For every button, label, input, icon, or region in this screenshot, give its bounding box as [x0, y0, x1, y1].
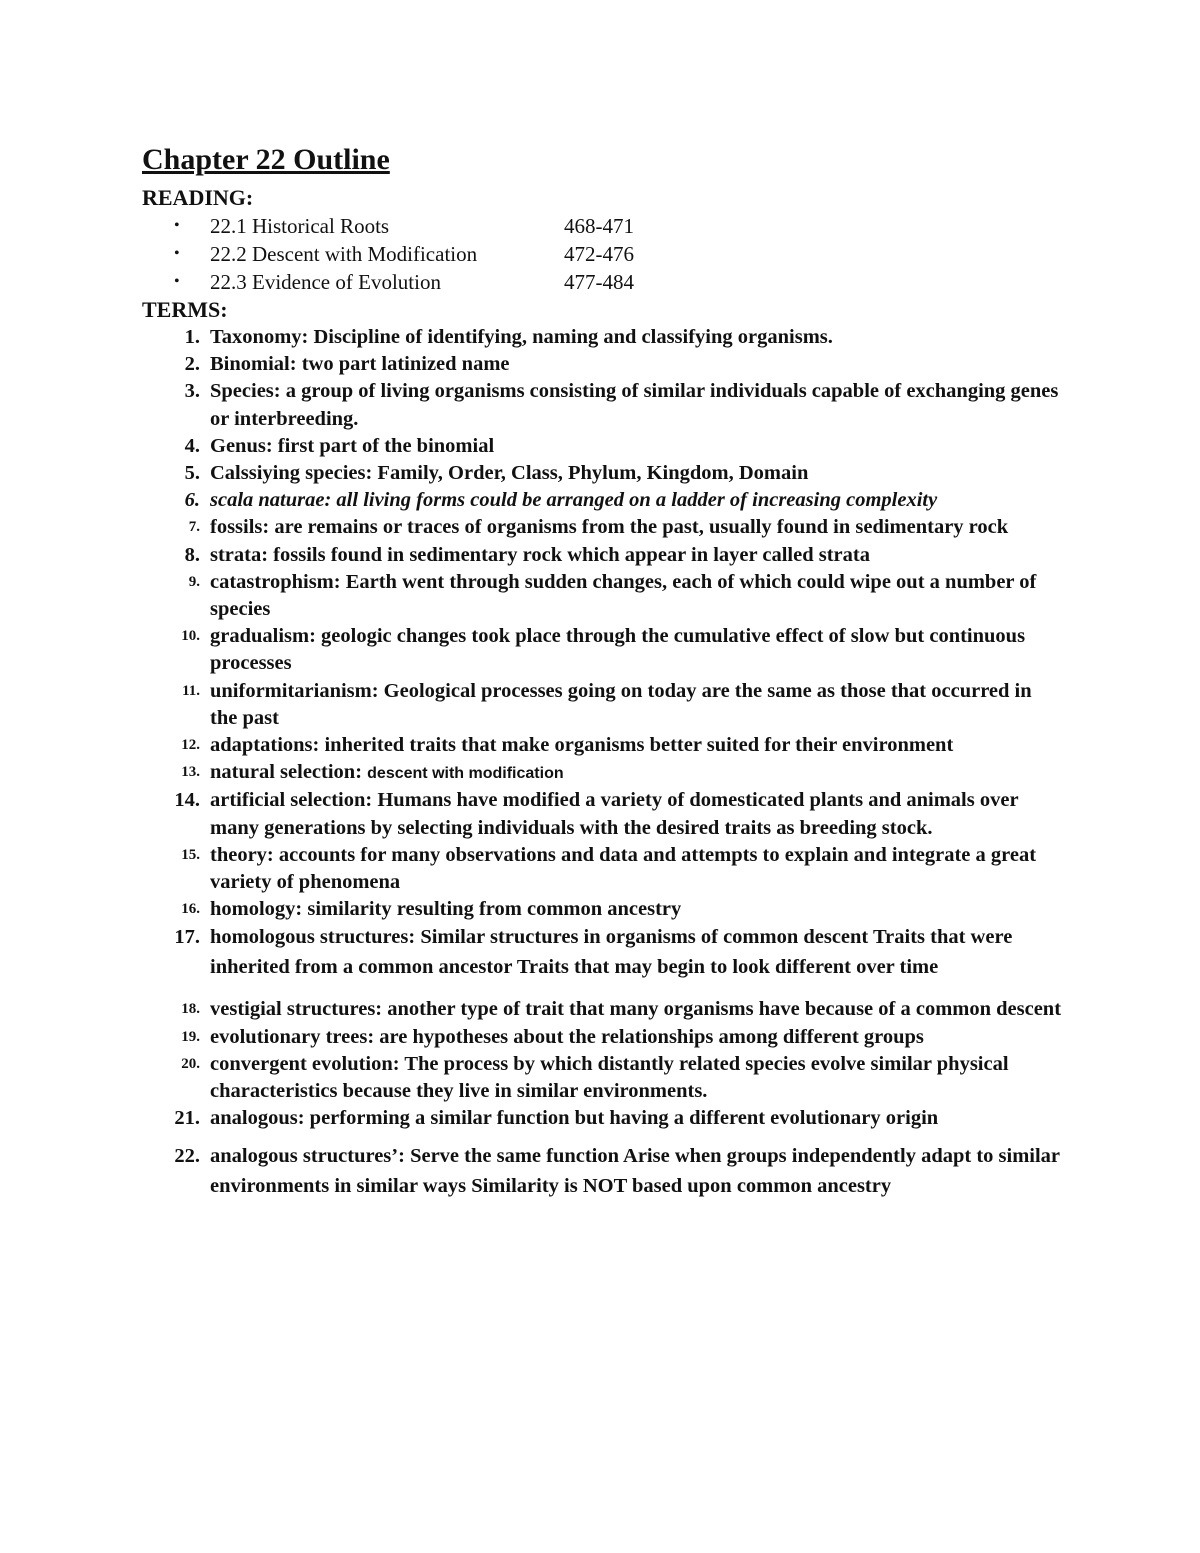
term-number: 13.	[181, 764, 200, 781]
term-number: 22.	[174, 1145, 200, 1168]
term-text: theory: accounts for many observations and data and attempts to explain and integrate a great variety of phenomena	[210, 843, 1037, 894]
term-number: 9.	[188, 573, 200, 590]
term-text: vestigial structures: another type of trait that many organisms have because of a common descent	[210, 998, 1062, 1021]
term-item	[142, 1105, 1062, 1132]
reading-label: 22.2 Descent with Modification	[210, 242, 478, 266]
reading-pages: 468-471	[564, 214, 634, 238]
term-text: convergent evolution: The process by which distantly related species evolve similar physical characteristics because they live in similar environments.	[210, 1052, 1009, 1103]
term-item	[142, 896, 1062, 923]
term-item	[142, 487, 1062, 514]
term-text: strata: fossils found in sedimentary rock which appear in layer called strata	[210, 543, 870, 566]
term-item	[142, 460, 1062, 487]
term-item	[142, 514, 1062, 541]
term-item	[142, 351, 1062, 378]
terms-list	[142, 324, 1062, 1201]
term-text: artificial selection: Humans have modified a variety of domesticated plants and animals over many generations by selecting individuals with the desired traits as breeding stock.	[210, 789, 1019, 839]
term-item	[142, 433, 1062, 460]
term-number: 7.	[188, 519, 200, 536]
term-text: evolutionary trees: are hypotheses about the relationships among different groups	[210, 1025, 924, 1048]
term-item	[142, 378, 1062, 432]
term-number: 2.	[184, 353, 200, 376]
bullet-icon: •	[174, 273, 180, 290]
term-text: Genus: first part of the binomial	[210, 434, 495, 457]
term-number: 6.	[184, 489, 200, 512]
term-number: 11.	[182, 682, 200, 699]
term-number: 12.	[181, 737, 200, 754]
term-text: natural selection:	[210, 761, 368, 784]
term-text: gradualism: geologic changes took place through the cumulative effect of slow but continuous processes	[210, 625, 1026, 675]
reading-item	[142, 240, 1062, 268]
term-number: 20.	[181, 1055, 200, 1072]
term-text: uniformitarianism: Geological processes going on today are the same as those that occurred in the past	[210, 679, 1032, 729]
term-text: homology: similarity resulting from common ancestry	[210, 898, 682, 921]
term-item	[142, 1142, 1062, 1201]
term-item	[142, 759, 1062, 787]
term-text: analogous: performing a similar function but having a different evolutionary origin	[210, 1107, 939, 1130]
term-number: 19.	[181, 1028, 200, 1045]
term-number: 8.	[184, 543, 200, 566]
term-number: 1.	[184, 326, 200, 348]
term-text: adaptations: inherited traits that make organisms better suited for their environment	[210, 734, 954, 757]
term-number: 5.	[184, 462, 200, 485]
spacer	[142, 1132, 1062, 1142]
reading-item	[142, 212, 1062, 240]
term-item	[142, 623, 1062, 677]
reading-pages: 472-476	[564, 242, 634, 266]
reading-pages: 477-484	[564, 270, 634, 294]
term-text-definition: descent with modification	[367, 765, 564, 783]
term-text: analogous structures’: Serve the same function Arise when groups independently adapt to similar environments in similar ways Similarity is NOT based upon common ancestry	[210, 1145, 1060, 1197]
term-item	[142, 569, 1062, 623]
document-page	[142, 140, 1062, 1201]
reading-heading: READING:	[142, 185, 254, 210]
term-number: 4.	[184, 434, 200, 457]
term-text: catastrophism: Earth went through sudden changes, each of which could wipe out a number of species	[210, 570, 1037, 621]
bullet-icon: •	[174, 217, 180, 234]
term-item	[142, 678, 1062, 732]
term-item	[142, 1024, 1062, 1051]
terms-heading: TERMS:	[142, 297, 228, 322]
term-item	[142, 1051, 1062, 1105]
term-number: 15.	[181, 846, 200, 863]
reading-label: 22.3 Evidence of Evolution	[210, 270, 441, 294]
term-item	[142, 324, 1062, 351]
reading-item	[142, 268, 1062, 296]
term-number: 18.	[181, 1001, 200, 1018]
term-item	[142, 732, 1062, 759]
term-number: 14.	[174, 789, 200, 812]
term-item	[142, 996, 1062, 1023]
term-text: fossils: are remains or traces of organisms from the past, usually found in sedimentary rock	[210, 516, 1009, 539]
page-title: Chapter 22 Outline	[142, 143, 390, 176]
term-number: 3.	[184, 380, 200, 403]
term-item	[142, 842, 1062, 896]
reading-label: 22.1 Historical Roots	[210, 214, 390, 238]
term-number: 21.	[174, 1107, 200, 1130]
term-text: Binomial: two part latinized name	[210, 353, 510, 376]
bullet-icon: •	[174, 245, 180, 262]
term-number: 17.	[174, 926, 200, 949]
term-text: homologous structures: Similar structures in organisms of common descent Traits that were inherited from a common ancestor Traits that may begin to look different over time	[210, 926, 1013, 978]
term-text: Species: a group of living organisms consisting of similar individuals capable of exchanging genes or interbreeding.	[210, 380, 1059, 430]
term-item	[142, 542, 1062, 569]
spacer	[142, 982, 1062, 996]
term-number: 10.	[181, 628, 200, 645]
term-text: scala naturae: all living forms could be arranged on a ladder of increasing complexity	[210, 489, 938, 512]
term-number: 16.	[181, 901, 200, 918]
term-text: Calssiying species: Family, Order, Class, Phylum, Kingdom, Domain	[210, 462, 809, 485]
term-item	[142, 787, 1062, 841]
term-text: Taxonomy: Discipline of identifying, naming and classifying organisms.	[210, 326, 833, 348]
term-item	[142, 923, 1062, 982]
reading-list	[142, 212, 1062, 296]
